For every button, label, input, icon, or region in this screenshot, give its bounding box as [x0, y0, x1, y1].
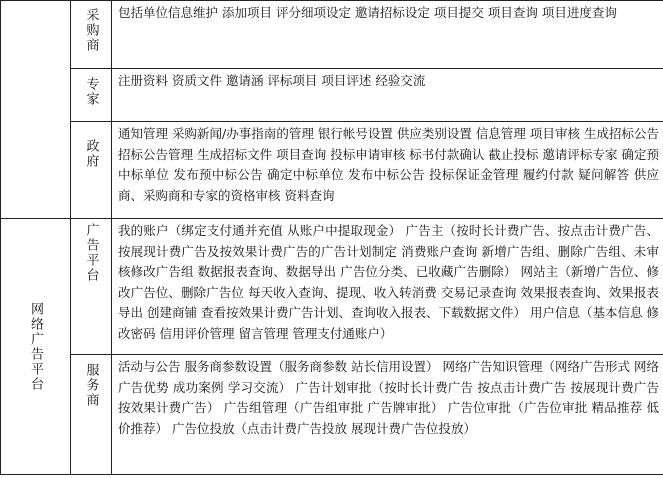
function-cell: [112, 219, 663, 355]
function-text-ad-platform: 我的账户（绑定支付通并充值 从账户中提取现金） 广告主（按时长计费广告、按点击计费广告、按展现计费广告及按效果计费广告的广告计划制定 消费账户查询 新增广告组、删除广告组、未审核修改广告组 数据报表查询、数据导出 广告位分类、已收藏广告删除） 网站主（新增广告位、修改广告位、删除广告位 每天收入查询、提现、收入转消费 交易记录查询 效果报表查询、效果报表导出 创建商铺 查看按效果计费广告计划、查询收入报表、下载数据文件） 用户信息（基本信息 修改密码 信用评价管理 留言管理 管理支付通账户）: [118, 223, 659, 341]
function-text-purchaser: 包括单位信息维护 添加项目 评分细项设定 邀请招标设定 项目提交 项目查询 项目进度查询: [118, 5, 617, 20]
table-row: [1, 69, 663, 122]
function-text-service-provider: 活动与公告 服务商参数设置（服务商参数 站长信用设置） 网络广告知识管理（网络广告形式 网络广告优势 成功案例 学习交流） 广告计划审批（按时长计费广告 按点击计费广告 按展现计费广告 按效果计费广告） 广告组管理（广告组审批 广告牌审批） 广告位审批（广告位审批 精品推荐 低价推荐） 广告位投放（点击计费广告投放 展现计费广告位投放）: [118, 359, 659, 436]
function-text-expert: 注册资料 资质文件 邀请涵 评标项目 项目评述 经验交流: [118, 73, 426, 88]
role-cell: [71, 355, 112, 475]
function-cell: [112, 355, 663, 475]
function-cell: [112, 69, 663, 122]
role-cell: [71, 219, 112, 355]
role-label-ad-platform: 广告平台: [83, 223, 99, 283]
role-label-government: 政府: [83, 139, 99, 169]
role-label-expert: 专家: [83, 77, 99, 107]
function-cell: [112, 122, 663, 219]
table-row: [1, 122, 663, 219]
role-cell: [71, 122, 112, 219]
table-row: [1, 1, 663, 69]
function-cell: [112, 1, 663, 69]
role-cell: [71, 1, 112, 69]
function-text-government: 通知管理 采购新闻/办事指南的管理 银行帐号设置 供应类别设置 信息管理 项目审核 生成招标公告 招标公告管理 生成招标文件 项目查询 投标申请审核 标书付款确认 截止投标 邀请评标专家 确定预中标单位 发布预中标公告 确定中标单位 发布中标公告 投标保证金管理 履约付款 疑问解答 供应商、采购商和专家的资格审核 资料查询: [118, 126, 659, 203]
table-row: [1, 355, 663, 475]
role-label-service-provider: 服务商: [83, 363, 99, 408]
section-cell: [1, 219, 71, 475]
section-label-ad-platform: 网络广告平台: [28, 301, 43, 392]
role-label-purchaser: 采购商: [83, 8, 99, 53]
table-row: [1, 219, 663, 355]
empty-section-cell: [1, 1, 71, 219]
role-cell: [71, 69, 112, 122]
